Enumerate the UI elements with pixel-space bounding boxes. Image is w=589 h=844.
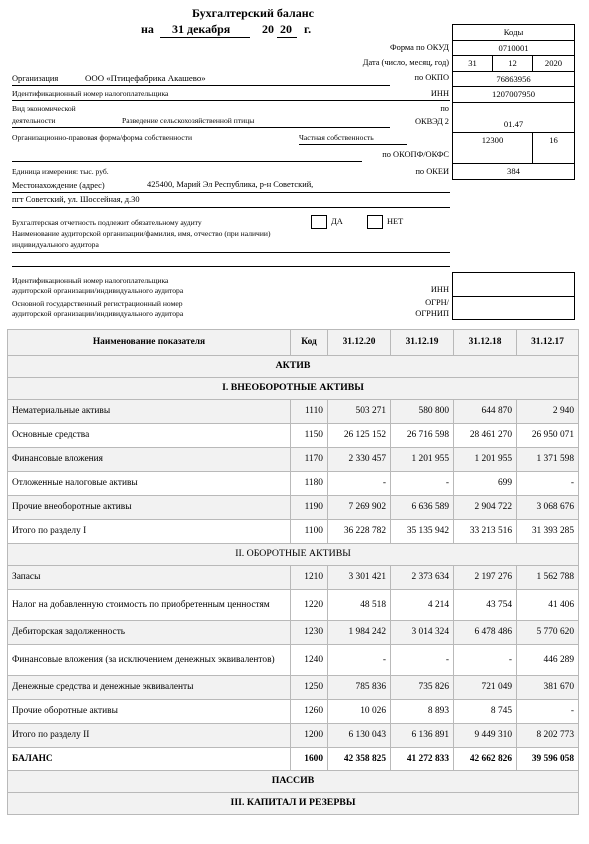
row-name: БАЛАНС xyxy=(8,748,291,771)
row-value: 1 371 598 xyxy=(517,448,579,472)
auditor-ogrn-short-2: ОГРНИП xyxy=(415,309,449,318)
row-value: 8 745 xyxy=(454,700,517,724)
org-label: Организация xyxy=(12,74,59,83)
row-value: 28 461 270 xyxy=(454,424,517,448)
row-code: 1210 xyxy=(291,566,328,590)
row-value: - xyxy=(391,472,454,496)
row-value: 48 518 xyxy=(328,590,391,621)
row-value: 26 716 598 xyxy=(391,424,454,448)
okei-label: по ОКЕИ xyxy=(415,167,449,176)
row-name: Итого по разделу II xyxy=(8,724,291,748)
address-line1: 425400, Марий Эл Республика, р-н Советский, xyxy=(147,180,314,189)
inn-label-right: ИНН xyxy=(430,89,449,98)
auditor-inn-cell[interactable] xyxy=(453,273,575,297)
table-row xyxy=(8,520,579,544)
row-value: 7 269 902 xyxy=(328,496,391,520)
okved-label-1: по xyxy=(440,104,449,113)
date-day-month: 31 декабря xyxy=(172,22,231,36)
row-code: 1200 xyxy=(291,724,328,748)
row-value: 1 562 788 xyxy=(517,566,579,590)
row-code: 1170 xyxy=(291,448,328,472)
row-name: Налог на добавленную стоимость по приобретенным ценностям xyxy=(8,590,291,621)
row-value: 43 754 xyxy=(454,590,517,621)
row-name: Дебиторская задолженность xyxy=(8,621,291,645)
table-row xyxy=(8,590,579,621)
section-row xyxy=(8,356,579,378)
date-year: 20 xyxy=(280,22,292,36)
balance-table xyxy=(7,329,579,815)
row-name: Прочие оборотные активы xyxy=(8,700,291,724)
row-code: 1150 xyxy=(291,424,328,448)
row-code: 1260 xyxy=(291,700,328,724)
date-prefix: на xyxy=(141,22,154,36)
row-value: 1 201 955 xyxy=(454,448,517,472)
row-value: 503 271 xyxy=(328,400,391,424)
auditor-codes-table xyxy=(452,272,575,320)
section-row xyxy=(8,544,579,566)
auditor-label-2: индивидуального аудитора xyxy=(12,240,99,249)
inn-code: 1207007950 xyxy=(453,87,575,103)
row-value: 8 202 773 xyxy=(517,724,579,748)
row-value: - xyxy=(328,472,391,496)
section-title: АКТИВ xyxy=(8,356,579,378)
row-code: 1240 xyxy=(291,645,328,676)
activity-label-2: деятельности xyxy=(12,116,56,125)
codes-table xyxy=(452,24,575,180)
row-value: 36 228 782 xyxy=(328,520,391,544)
column-header: 31.12.19 xyxy=(391,330,454,356)
row-value: 10 026 xyxy=(328,700,391,724)
audit-yes-label: ДА xyxy=(331,217,343,226)
table-row xyxy=(8,424,579,448)
auditor-ogrn-short-1: ОГРН/ xyxy=(425,298,449,307)
row-value: 3 301 421 xyxy=(328,566,391,590)
table-row xyxy=(8,724,579,748)
row-value: 699 xyxy=(454,472,517,496)
okpo-code: 76863956 xyxy=(453,71,575,87)
section-title: I. ВНЕОБОРОТНЫЕ АКТИВЫ xyxy=(8,378,579,400)
date-day-cell: 31 xyxy=(453,56,493,72)
row-name: Прочие внеоборотные активы xyxy=(8,496,291,520)
row-value: 644 870 xyxy=(454,400,517,424)
row-name: Финансовые вложения xyxy=(8,448,291,472)
row-value: 26 125 152 xyxy=(328,424,391,448)
inn-label: Идентификационный номер налогоплательщика xyxy=(12,89,169,98)
row-name: Финансовые вложения (за исключением денежных эквивалентов) xyxy=(8,645,291,676)
activity-value: Разведение сельскохозяйственной птицы xyxy=(122,116,255,125)
row-value: 2 330 457 xyxy=(328,448,391,472)
doc-title: Бухгалтерский баланс xyxy=(192,6,314,20)
row-name: Основные средства xyxy=(8,424,291,448)
row-value: - xyxy=(517,472,579,496)
okei-code: 384 xyxy=(453,164,575,180)
row-value: 2 373 634 xyxy=(391,566,454,590)
row-value: 6 136 891 xyxy=(391,724,454,748)
table-row xyxy=(8,448,579,472)
table-row xyxy=(8,700,579,724)
row-value: 735 826 xyxy=(391,676,454,700)
row-value: 4 214 xyxy=(391,590,454,621)
column-header: Код xyxy=(291,330,328,356)
row-value: - xyxy=(391,645,454,676)
row-code: 1600 xyxy=(291,748,328,771)
date-label: Дата (число, месяц, год) xyxy=(362,58,449,67)
row-value: 6 478 486 xyxy=(454,621,517,645)
row-code: 1180 xyxy=(291,472,328,496)
auditor-ogrn-label-1: Основной государственный регистрационный номер xyxy=(12,299,183,308)
row-value: 9 449 310 xyxy=(454,724,517,748)
row-value: 35 135 942 xyxy=(391,520,454,544)
row-value: 5 770 620 xyxy=(517,621,579,645)
row-value: 6 130 043 xyxy=(328,724,391,748)
row-code: 1190 xyxy=(291,496,328,520)
date-year-cell: 2020 xyxy=(533,56,575,72)
auditor-inn-short: ИНН xyxy=(430,285,449,294)
section-row xyxy=(8,793,579,815)
column-header: 31.12.17 xyxy=(517,330,579,356)
row-name: Запасы xyxy=(8,566,291,590)
okud-code: 0710001 xyxy=(453,40,575,56)
okfs-code: 16 xyxy=(533,132,575,148)
column-header: Наименование показателя xyxy=(8,330,291,356)
row-name: Отложенные налоговые активы xyxy=(8,472,291,496)
row-value: 6 636 589 xyxy=(391,496,454,520)
row-value: - xyxy=(454,645,517,676)
table-row xyxy=(8,472,579,496)
row-value: 42 662 826 xyxy=(454,748,517,771)
codes-header: Коды xyxy=(453,25,575,41)
row-value: 42 358 825 xyxy=(328,748,391,771)
auditor-inn-label-1: Идентификационный номер налогоплательщика xyxy=(12,276,169,285)
row-value: - xyxy=(328,645,391,676)
row-value: 381 670 xyxy=(517,676,579,700)
okpo-label: по ОКПО xyxy=(414,73,449,82)
row-value: 446 289 xyxy=(517,645,579,676)
row-value: 8 893 xyxy=(391,700,454,724)
row-value: 2 940 xyxy=(517,400,579,424)
row-value: 3 068 676 xyxy=(517,496,579,520)
row-value: 2 904 722 xyxy=(454,496,517,520)
auditor-label-1: Наименование аудиторской организации/фамилия, имя, отчество (при наличии) xyxy=(12,229,271,238)
address-label: Местонахождение (адрес) xyxy=(12,181,105,190)
column-header: 31.12.20 xyxy=(328,330,391,356)
row-value: 785 836 xyxy=(328,676,391,700)
row-name: Денежные средства и денежные эквиваленты xyxy=(8,676,291,700)
address-line2: пгт Советский, ул. Шоссейная, д.30 xyxy=(12,195,140,204)
row-value: 33 213 516 xyxy=(454,520,517,544)
row-code: 1110 xyxy=(291,400,328,424)
row-name: Итого по разделу I xyxy=(8,520,291,544)
activity-label-1: Вид экономической xyxy=(12,104,76,113)
row-name: Нематериальные активы xyxy=(8,400,291,424)
row-value: 41 272 833 xyxy=(391,748,454,771)
table-row xyxy=(8,621,579,645)
okopf-label: по ОКОПФ/ОКФС xyxy=(382,150,449,159)
table-row xyxy=(8,400,579,424)
row-code: 1100 xyxy=(291,520,328,544)
row-value: 2 197 276 xyxy=(454,566,517,590)
section-title: III. КАПИТАЛ И РЕЗЕРВЫ xyxy=(8,793,579,815)
row-value: 41 406 xyxy=(517,590,579,621)
audit-subject-label: Бухгалтерская отчетность подлежит обязательному аудиту xyxy=(12,218,202,227)
audit-no-checkbox[interactable] xyxy=(367,215,383,229)
okved-label-2: ОКВЭД 2 xyxy=(414,117,449,126)
table-row xyxy=(8,496,579,520)
row-value: 39 596 058 xyxy=(517,748,579,771)
table-row xyxy=(8,645,579,676)
row-value: 31 393 285 xyxy=(517,520,579,544)
row-code: 1220 xyxy=(291,590,328,621)
row-code: 1230 xyxy=(291,621,328,645)
okud-label: Форма по ОКУД xyxy=(390,43,449,52)
table-row xyxy=(8,748,579,771)
org-value: ООО «Птицефабрика Акашево» xyxy=(85,73,206,83)
date-month-cell: 12 xyxy=(493,56,533,72)
form-value: Частная собственность xyxy=(299,133,374,142)
section-title: II. ОБОРОТНЫЕ АКТИВЫ xyxy=(8,544,579,566)
row-value: 580 800 xyxy=(391,400,454,424)
audit-no-label: НЕТ xyxy=(387,217,404,226)
okopf-code: 12300 xyxy=(453,132,533,148)
auditor-ogrn-label-2: аудиторской организации/индивидуального аудитора xyxy=(12,309,184,318)
table-row xyxy=(8,566,579,590)
row-value: 721 049 xyxy=(454,676,517,700)
auditor-ogrn-cell[interactable] xyxy=(453,296,575,320)
section-row xyxy=(8,378,579,400)
row-value: 26 950 071 xyxy=(517,424,579,448)
section-title: ПАССИВ xyxy=(8,771,579,793)
section-row xyxy=(8,771,579,793)
row-value: - xyxy=(517,700,579,724)
form-label: Организационно-правовая форма/форма собственности xyxy=(12,133,193,142)
unit-label: Единица измерения: тыс. руб. xyxy=(12,167,109,176)
table-row xyxy=(8,676,579,700)
column-header: 31.12.18 xyxy=(454,330,517,356)
okved-code: 01.47 xyxy=(453,116,575,132)
row-code: 1250 xyxy=(291,676,328,700)
auditor-inn-label-2: аудиторской организации/индивидуального аудитора xyxy=(12,286,184,295)
row-value: 1 201 955 xyxy=(391,448,454,472)
row-value: 3 014 324 xyxy=(391,621,454,645)
table-header-row xyxy=(8,330,579,356)
row-value: 1 984 242 xyxy=(328,621,391,645)
date-year-prefix: 20 xyxy=(262,22,274,36)
audit-yes-checkbox[interactable] xyxy=(311,215,327,229)
date-suffix: г. xyxy=(304,22,312,36)
